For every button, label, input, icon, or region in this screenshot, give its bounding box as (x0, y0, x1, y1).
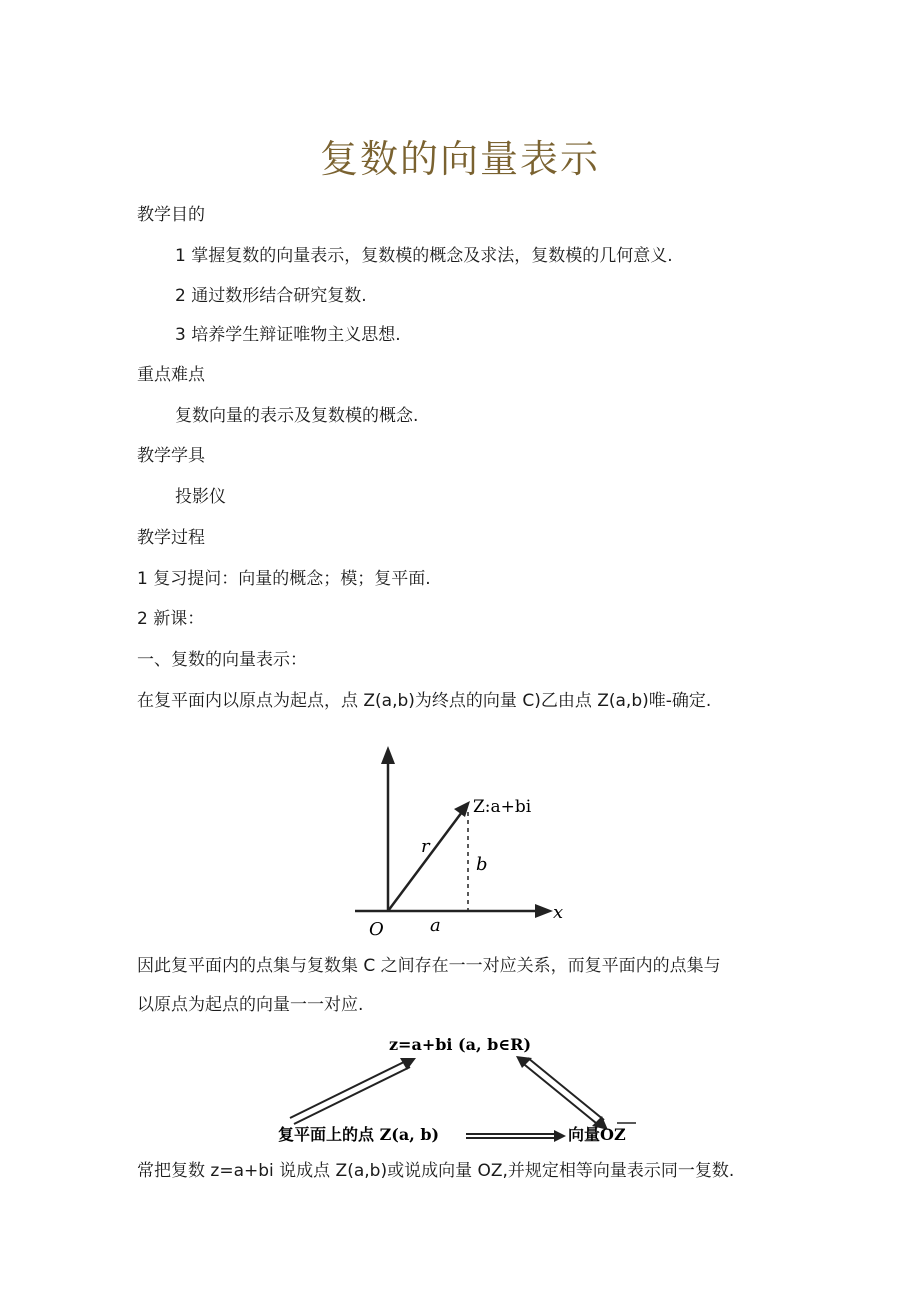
x-axis-arrow (535, 904, 553, 918)
page-title: 复数的向量表示 (319, 137, 600, 181)
right-arrow-line-1 (520, 1061, 596, 1123)
tools-text: 投影仪 (175, 487, 226, 507)
vector-label: 向量OZ (568, 1125, 626, 1144)
origin-label: O (369, 919, 384, 940)
right-arrow-line-2 (528, 1058, 604, 1120)
right-arrowhead-up (516, 1056, 532, 1068)
left-arrow-line-1 (290, 1061, 406, 1118)
tools-heading: 教学学具 (137, 446, 205, 466)
r-label: r (421, 836, 430, 857)
objectives-heading: 教学目的 (137, 205, 205, 225)
objective-item: 1 掌握复数的向量表示，复数模的概念及求法，复数模的几何意义. (175, 246, 673, 266)
b-label: b (476, 854, 488, 875)
paragraph-3: 常把复数 z=a+bi 说成点 Z(a,b)或说成向量 OZ,并规定相等向量表示同一复数. (137, 1161, 735, 1181)
correspondence-diagram (270, 1030, 650, 1150)
paragraph-1: 在复平面内以原点为起点，点 Z(a,b)为终点的向量 C)乙由点 Z(a,b)唯-确定. (137, 691, 712, 711)
x-label: x (553, 902, 564, 923)
complex-number-label: z=a+bi (a, b∈R) (388, 1035, 532, 1054)
vector-oz (388, 812, 462, 911)
a-label: a (430, 915, 441, 936)
process-item: 2 新课： (137, 609, 205, 629)
left-arrow-line-2 (294, 1067, 410, 1124)
point-label: 复平面上的点 Z(a, b) (278, 1125, 440, 1144)
left-arrowhead (400, 1058, 416, 1070)
objective-item: 2 通过数形结合研究复数. (175, 286, 367, 306)
objective-item: 3 培养学生辩证唯物主义思想. (175, 325, 401, 345)
key-text: 复数向量的表示及复数模的概念. (175, 406, 419, 426)
key-heading: 重点难点 (137, 365, 205, 385)
bottom-arrowhead (554, 1130, 566, 1142)
point-z-label: Z:a+bi (473, 797, 532, 817)
process-heading: 教学过程 (137, 528, 205, 548)
paragraph-2-line-1: 因此复平面内的点集与复数集 C 之间存在一一对应关系，而复平面内的点集与 (137, 956, 721, 976)
vector-diagram (345, 740, 575, 940)
y-axis-arrow (381, 746, 395, 764)
process-item: 1 复习提问：向量的概念；模；复平面. (137, 569, 431, 589)
paragraph-2-line-2: 以原点为起点的向量一一对应. (137, 995, 364, 1015)
subheading: 一、复数的向量表示： (137, 650, 307, 670)
